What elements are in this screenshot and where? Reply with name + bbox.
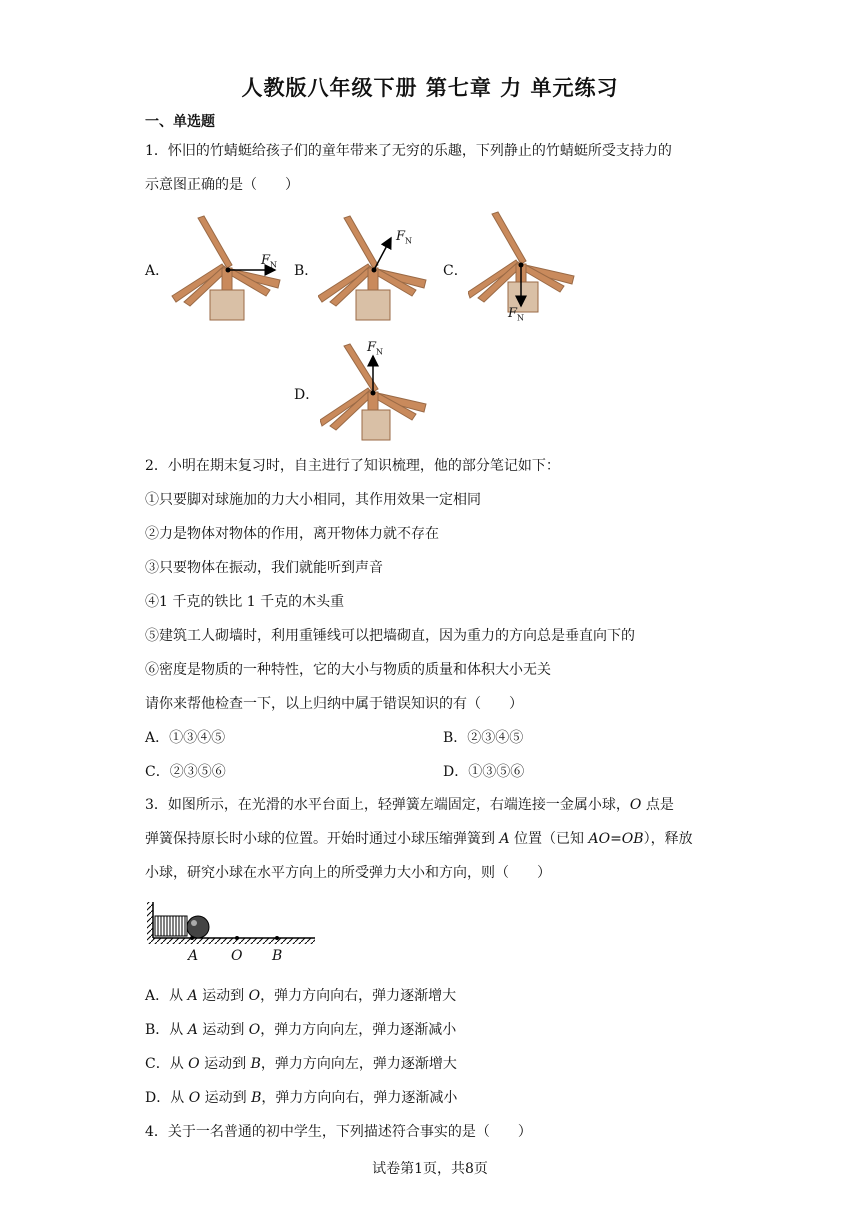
q2-option-c[interactable]: C．②③⑤⑥ <box>145 764 226 780</box>
q3-stem-line1: 3．如图所示，在光滑的水平台面上，轻弹簧左端固定，右端连接一金属小球，O 点是 <box>145 797 674 813</box>
q1-stem-line1: 1．怀旧的竹蜻蜓给孩子们的童年带来了无穷的乐趣，下列静止的竹蜻蜓所受支持力的 <box>145 143 672 159</box>
fig-label-a: A <box>188 948 199 964</box>
q2-stem: 2．小明在期末复习时，自主进行了知识梳理，他的部分笔记如下： <box>145 458 560 474</box>
q1-option-c-label[interactable]: C． <box>443 263 468 279</box>
q2-option-b[interactable]: B．②③④⑤ <box>443 730 524 746</box>
spring-ball-figure <box>145 900 320 950</box>
q2-item-1: ①只要脚对球施加的力大小相同，其作用效果一定相同 <box>145 492 481 508</box>
dragonfly-figure-c <box>468 210 583 325</box>
page-title: 人教版八年级下册 第七章 力 单元练习 <box>241 75 619 100</box>
q1-stem-line2: 示意图正确的是（ ） <box>145 177 299 193</box>
q2-ask: 请你来帮他检查一下，以上归纳中属于错误知识的有（ ） <box>145 696 523 712</box>
fig-label-o: O <box>231 948 243 964</box>
q1-option-d-label[interactable]: D． <box>294 387 320 403</box>
q3-option-a[interactable]: A．从 A 运动到 O，弹力方向向右，弹力逐渐增大 <box>145 988 457 1004</box>
q1-d-force-label: $F_N$ <box>367 340 384 357</box>
q4-stem: 4．关于一名普通的初中学生，下列描述符合事实的是（ ） <box>145 1124 532 1140</box>
q2-option-a[interactable]: A．①③④⑤ <box>145 730 226 746</box>
q2-item-3: ③只要物体在振动，我们就能听到声音 <box>145 560 383 576</box>
section-heading: 一、单选题 <box>145 114 215 130</box>
q2-item-6: ⑥密度是物质的一种特性，它的大小与物质的质量和体积大小无关 <box>145 662 551 678</box>
q1-b-force-label: $F_N$ <box>396 229 413 246</box>
q3-option-d[interactable]: D．从 O 运动到 B，弹力方向向右，弹力逐渐减小 <box>145 1090 458 1106</box>
dragonfly-figure-b <box>318 212 433 327</box>
q3-stem-line2: 弹簧保持原长时小球的位置。开始时通过小球压缩弹簧到 A 位置（已知 AO=OB），释放 <box>145 831 693 847</box>
fig-label-b: B <box>272 948 283 964</box>
page-footer: 试卷第1页，共8页 <box>372 1161 488 1177</box>
q1-c-force-label: $F_N$ <box>508 306 525 323</box>
q3-stem-line3: 小球，研究小球在水平方向上的所受弹力大小和方向，则（ ） <box>145 865 551 881</box>
q3-option-c[interactable]: C．从 O 运动到 B，弹力方向向左，弹力逐渐增大 <box>145 1056 457 1072</box>
q1-a-force-label: $F_N$ <box>261 253 278 270</box>
q2-item-2: ②力是物体对物体的作用，离开物体力就不存在 <box>145 526 439 542</box>
q2-item-4: ④1 千克的铁比 1 千克的木头重 <box>145 594 345 610</box>
q1-option-b-label[interactable]: B． <box>294 263 319 279</box>
q3-option-b[interactable]: B．从 A 运动到 O，弹力方向向左，弹力逐渐减小 <box>145 1022 457 1038</box>
q1-option-a-label[interactable]: A． <box>145 263 170 279</box>
q2-item-5: ⑤建筑工人砌墙时，利用重锤线可以把墙砌直，因为重力的方向总是垂直向下的 <box>145 628 635 644</box>
q2-option-d[interactable]: D．①③⑤⑥ <box>443 764 525 780</box>
